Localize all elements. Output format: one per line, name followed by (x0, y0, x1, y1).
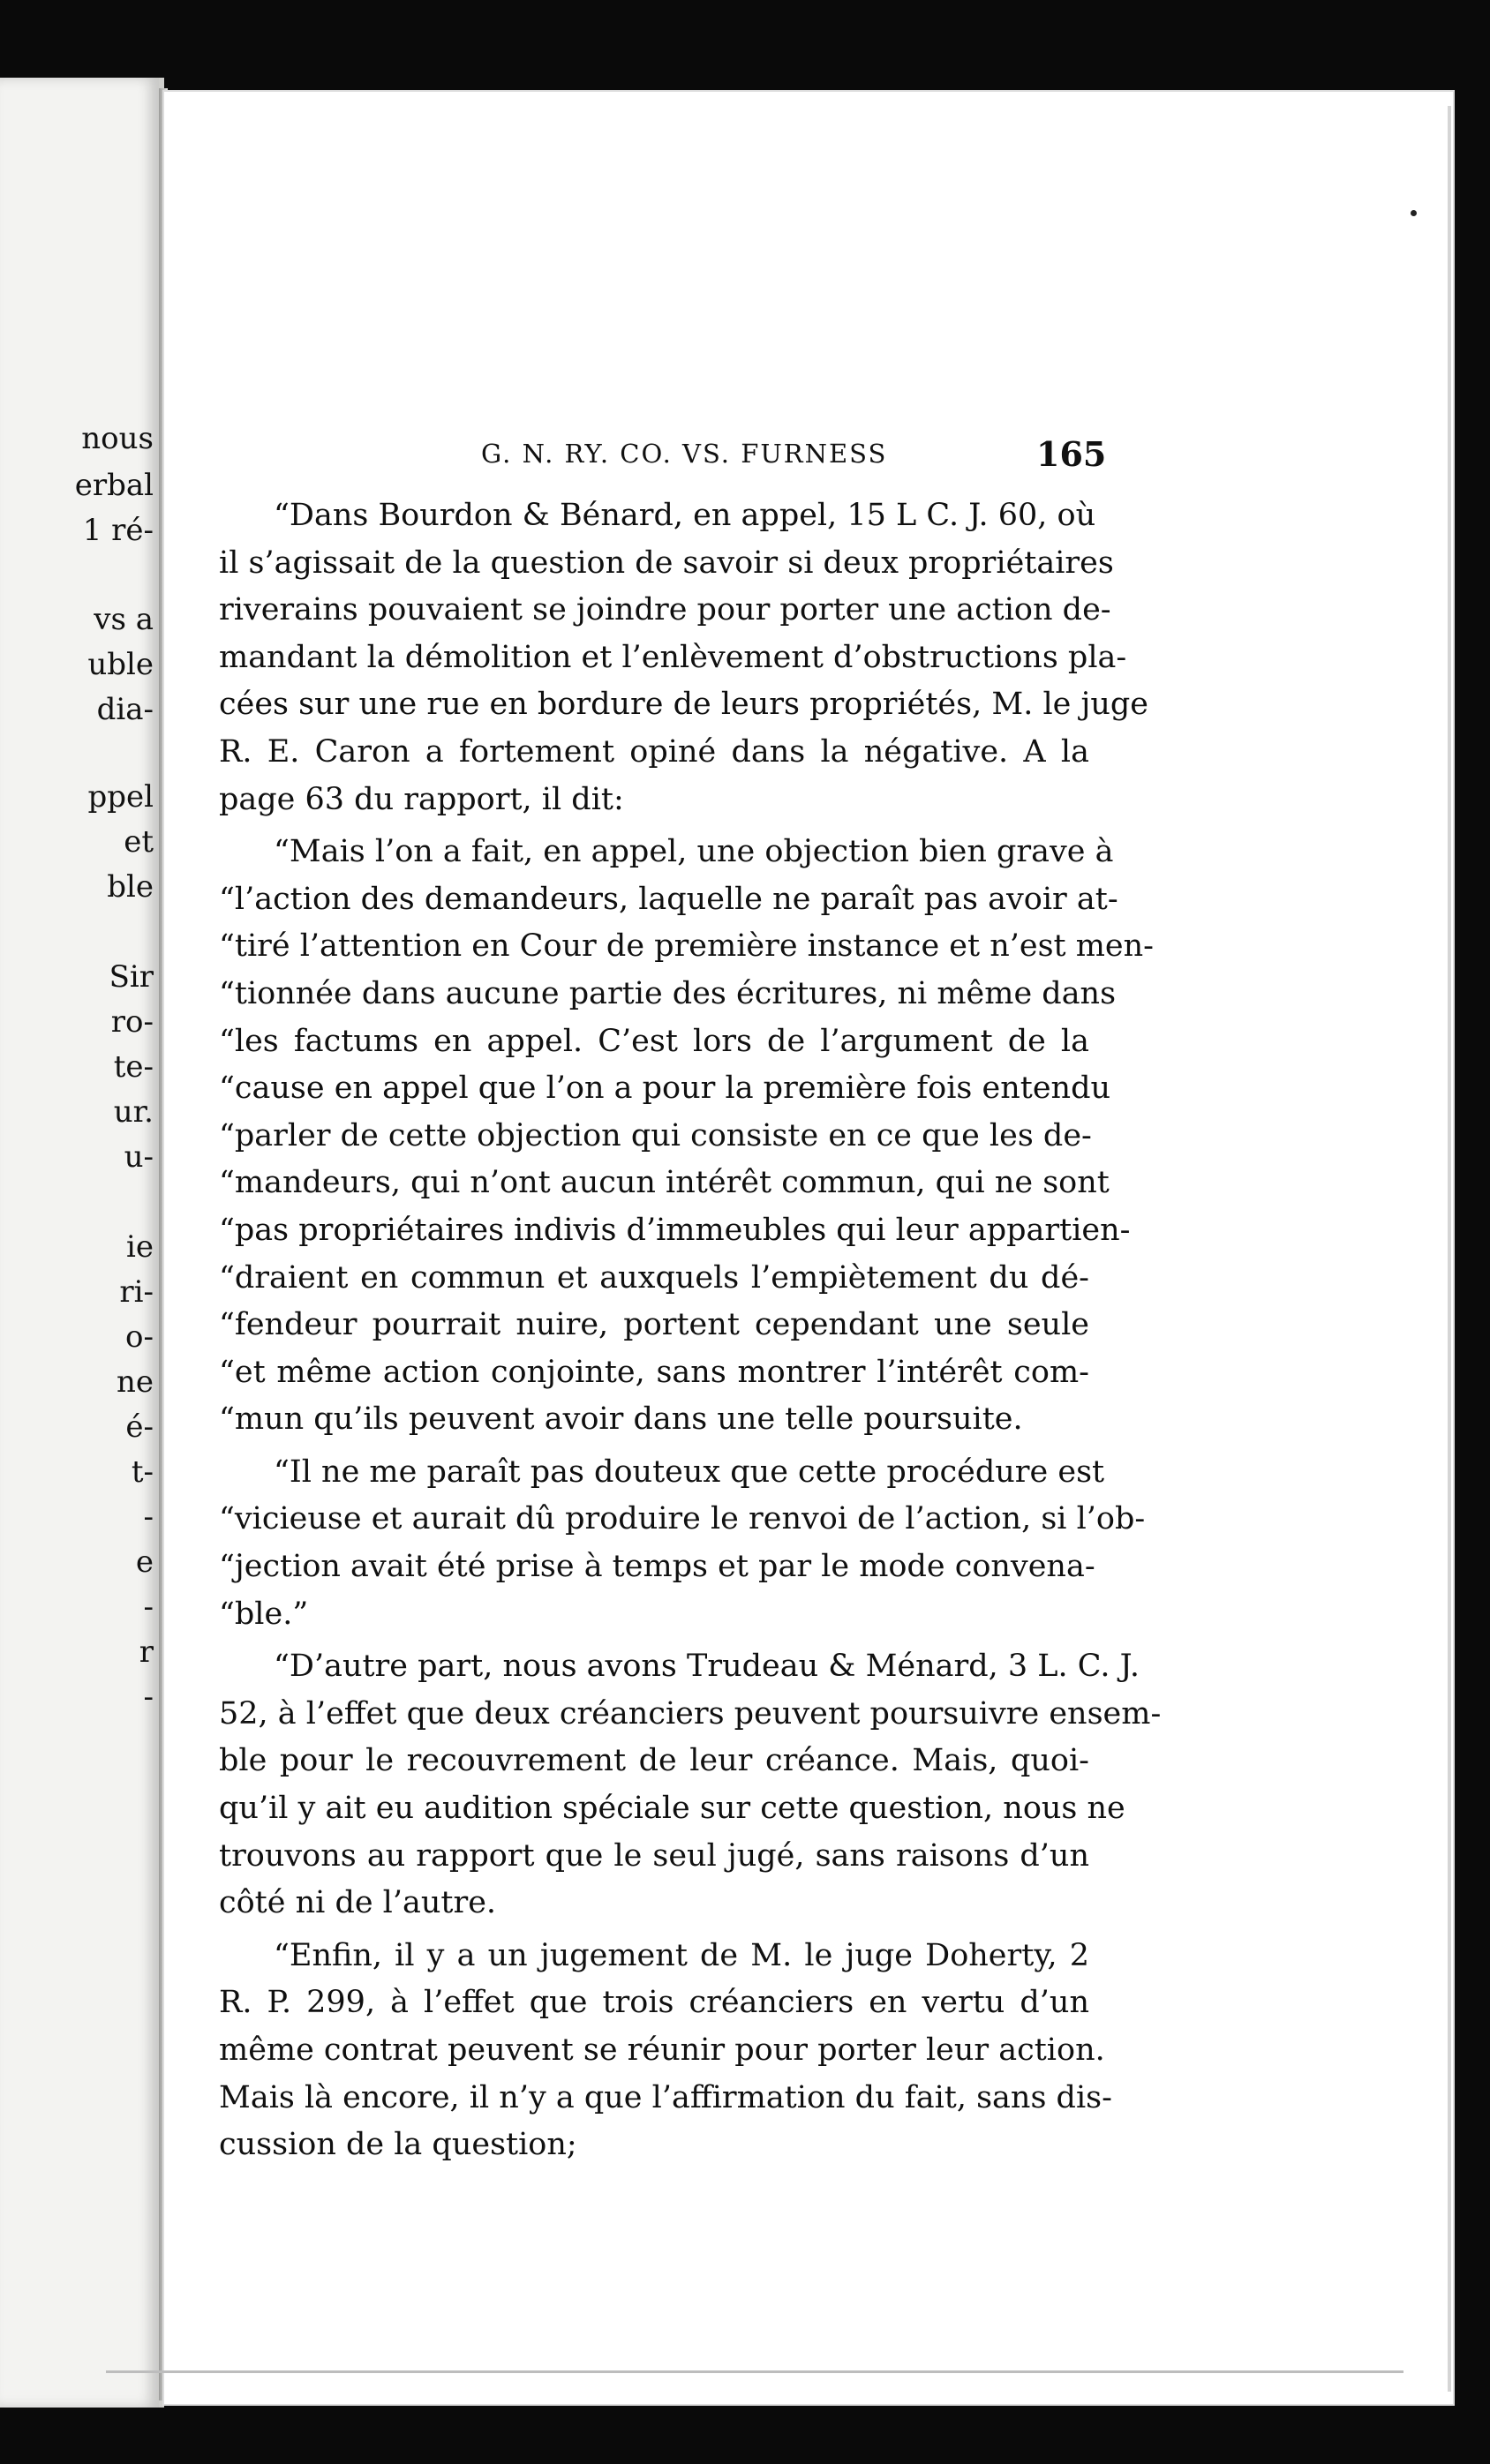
text-line: “vicieuse et aurait dû produire le renvoi de l’action, si l’ob- (219, 1501, 1146, 1537)
facing-page-text-fragment: uble (87, 647, 154, 682)
facing-page-text-fragment: ie (126, 1229, 154, 1265)
text-line: “et même action conjointe, sans montrer l’intérêt com- (219, 1354, 1089, 1390)
paragraph (219, 1933, 1112, 2169)
text-line: “tiré l’attention en Cour de première instance et n’est men- (219, 928, 1154, 965)
text-line: “mun qu’ils peuvent avoir dans une telle poursuite. (219, 1401, 1023, 1438)
text-line: côté ni de l’autre. (219, 1885, 497, 1921)
facing-page-text-fragment: te- (113, 1049, 154, 1085)
facing-page-text-fragment: ri- (119, 1274, 154, 1310)
text-line: “Mais l’on a fait, en appel, une objection bien grave à (274, 834, 1114, 870)
text-line: R. E. Caron a fortement opiné dans la négative. A la (219, 733, 1089, 770)
facing-page-text-fragment: e (135, 1544, 154, 1580)
text-line: “ble.” (219, 1596, 309, 1632)
page-bottom-edge (106, 2370, 1403, 2373)
text-line: page 63 du rapport, il dit: (219, 781, 624, 817)
facing-page-text-fragment: vs a (94, 602, 154, 637)
text-line: “D’autre part, nous avons Trudeau & Ménard, 3 L. C. J. (274, 1649, 1140, 1685)
text-line: même contrat peuvent se réunir pour porter leur action. (219, 2032, 1105, 2068)
body-text (219, 492, 1162, 2169)
facing-page-text-fragment: é- (125, 1409, 154, 1445)
paragraph (219, 1643, 1162, 1927)
facing-page-text-fragment: et (124, 824, 154, 860)
facing-page-text-fragment: - (143, 1679, 154, 1715)
facing-page-text-fragment: r (139, 1634, 154, 1670)
text-line: “les factums en appel. C’est lors de l’argument de la (219, 1023, 1089, 1059)
facing-page-text-fragment: nous (81, 421, 154, 456)
page-number: 165 (1036, 434, 1107, 474)
text-line: ble pour le recouvrement de leur créance. Mais, quoi- (219, 1743, 1089, 1779)
facing-page-text-fragment: - (143, 1499, 154, 1535)
text-line: “l’action des demandeurs, laquelle ne paraît pas avoir at- (219, 881, 1118, 917)
facing-page-text-fragment: - (143, 1589, 154, 1625)
facing-page-text-fragment: Sir (109, 959, 154, 995)
facing-page-text-fragment: dia- (96, 692, 154, 727)
text-line: qu’il y ait eu audition spéciale sur cette question, nous ne (219, 1791, 1125, 1827)
facing-page-text-fragment: t- (131, 1454, 154, 1490)
text-line: trouvons au rapport que le seul jugé, sans raisons d’un (219, 1837, 1089, 1874)
text-line: “pas propriétaires indivis d’immeubles qui leur appartien- (219, 1212, 1131, 1248)
text-line: cées sur une rue en bordure de leurs propriétés, M. le juge (219, 687, 1148, 723)
facing-page-text-fragment: ro- (110, 1004, 154, 1040)
facing-page-edge (0, 78, 164, 2408)
text-line: “Dans Bourdon & Bénard, en appel, 15 L C. J. 60, où (274, 498, 1096, 533)
facing-page-text-fragment: ne (116, 1364, 154, 1400)
paragraph (219, 1449, 1146, 1638)
running-head: G. N. RY. CO. VS. FURNESS (481, 439, 888, 469)
text-line: “parler de cette objection qui consiste en ce que les de- (219, 1117, 1092, 1153)
text-line: Mais là encore, il n’y a que l’affirmation du fait, sans dis- (219, 2079, 1112, 2115)
text-line: “cause en appel que l’on a pour la première fois entendu (219, 1070, 1111, 1107)
text-line: “draient en commun et auxquels l’empiètement du dé- (219, 1259, 1089, 1296)
text-line: 52, à l’effet que deux créanciers peuvent poursuivre ensem- (219, 1695, 1162, 1732)
text-line: R. P. 299, à l’effet que trois créanciers en vertu d’un (219, 1985, 1089, 2021)
text-line: il s’agissait de la question de savoir si deux propriétaires (219, 545, 1114, 581)
page-edge (1448, 106, 1451, 2392)
text-line: “tionnée dans aucune partie des écritures, ni même dans (219, 975, 1117, 1011)
paragraph (219, 829, 1154, 1444)
text-line: “fendeur pourrait nuire, portent cependant une seule (219, 1307, 1089, 1343)
facing-page-text-fragment: erbal (74, 468, 154, 503)
text-line: “Il ne me paraît pas douteux que cette procédure est (274, 1454, 1105, 1490)
text-line: cussion de la question; (219, 2127, 577, 2163)
facing-page-text-fragment: ur. (113, 1094, 154, 1130)
text-line: “Enfin, il y a un jugement de M. le juge Doherty, 2 (274, 1937, 1089, 1973)
facing-page-text-fragment: u- (124, 1139, 154, 1175)
paragraph (219, 492, 1148, 823)
text-line: “jection avait été prise à temps et par le mode convena- (219, 1549, 1095, 1585)
facing-page-text-fragment: ppel (87, 779, 154, 815)
facing-page-text-fragment: ble (107, 869, 154, 905)
facing-page-text-fragment: o- (125, 1319, 154, 1355)
text-line: “mandeurs, qui n’ont aucun intérêt commun, qui ne sont (219, 1165, 1110, 1201)
facing-page-text-fragment: 1 ré- (82, 513, 154, 548)
text-line: riverains pouvaient se joindre pour porter une action de- (219, 592, 1111, 628)
text-line: mandant la démolition et l’enlèvement d’obstructions pla- (219, 639, 1127, 675)
dust-speck (1411, 210, 1417, 216)
